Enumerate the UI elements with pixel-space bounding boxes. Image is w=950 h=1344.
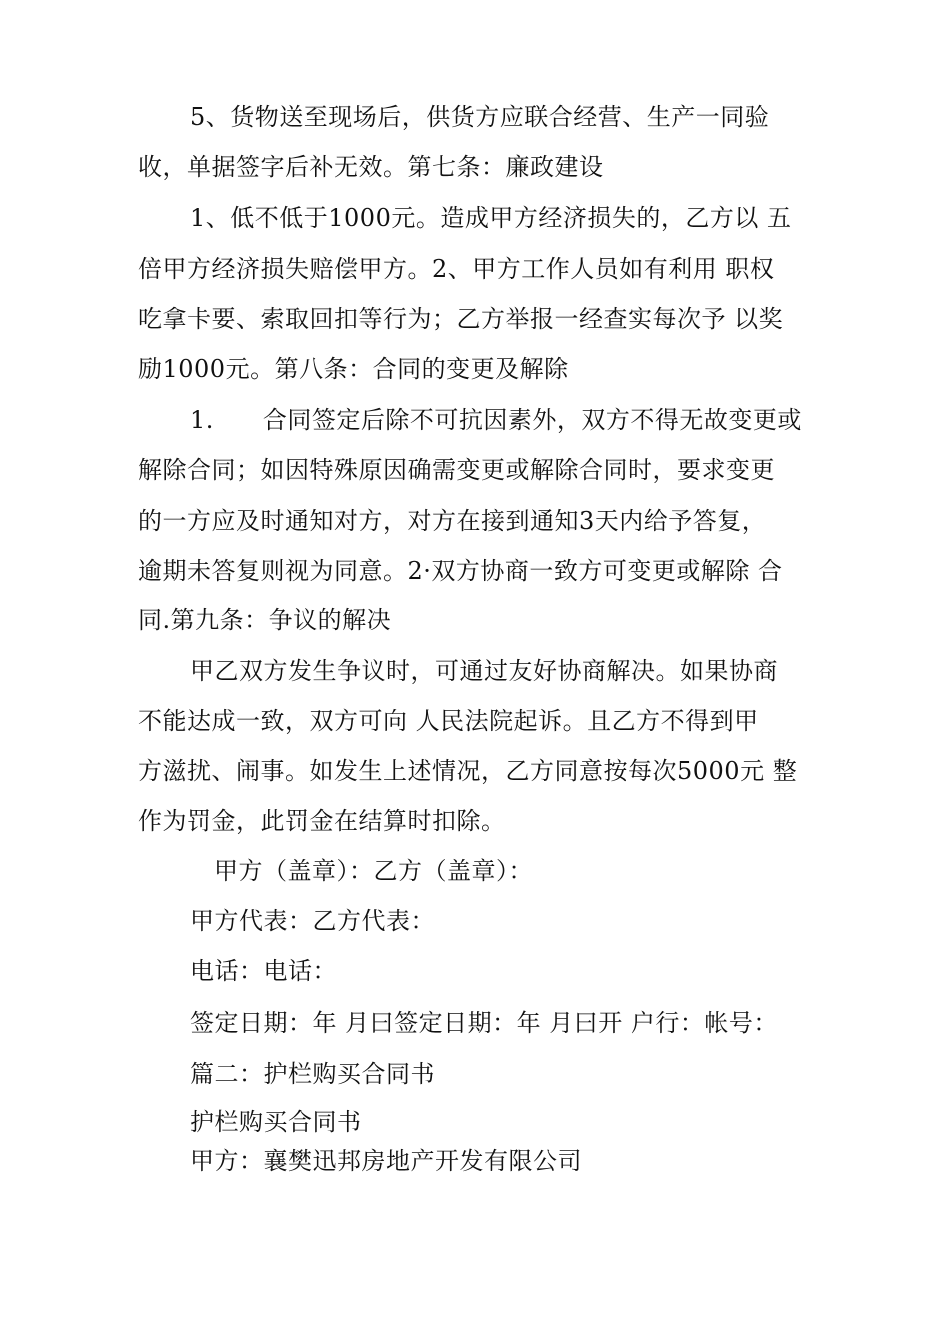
signature-representative-line: 甲方代表：乙方代表： [190, 907, 435, 935]
text-line-3: 1、低不低于1000元。造成甲方经济损失的，乙方以 五 [190, 204, 792, 232]
text-line-2: 收，单据签字后补无效。第七条：廉政建设 [138, 153, 604, 181]
contract-title: 护栏购买合同书 [190, 1108, 362, 1136]
signature-phone-line: 电话：电话： [190, 957, 337, 985]
signature-date-line: 签定日期：年 月曰签定日期：年 月曰开 户行：帐号： [190, 1009, 778, 1037]
signature-party-seal-line: 甲方（盖章）：乙方（盖章）： [214, 857, 533, 885]
section-heading-part-two: 篇二：护栏购买合同书 [190, 1060, 435, 1088]
text-line-7: 1. 合同签定后除不可抗因素外，双方不得无故变更或 [190, 406, 802, 434]
text-line-13: 不能达成一致，双方可向 人民法院起诉。且乙方不得到甲 [138, 707, 759, 735]
text-line-4: 倍甲方经济损失赔偿甲方。2、甲方工作人员如有利用 职权 [138, 255, 775, 283]
text-line-6: 励1000元。第八条：合同的变更及解除 [138, 355, 569, 383]
text-line-8: 解除合同；如因特殊原因确需变更或解除合同时，要求变更 [138, 456, 775, 484]
text-line-14: 方滋扰、闹事。如发生上述情况，乙方同意按每次5000元 整 [138, 757, 798, 785]
text-line-5: 吃拿卡要、索取回扣等行为；乙方举报一经查实每次予 以奖 [138, 305, 784, 333]
text-line-11: 同.第九条：争议的解决 [138, 606, 392, 634]
text-line-10: 逾期未答复则视为同意。2·双方协商一致方可变更或解除 合 [138, 557, 783, 585]
text-line-12: 甲乙双方发生争议时，可通过友好协商解决。如果协商 [190, 657, 778, 685]
text-line-15: 作为罚金，此罚金在结算时扣除。 [138, 807, 506, 835]
text-line-1: 5、货物送至现场后，供货方应联合经营、生产一同验 [190, 103, 770, 131]
text-line-9: 的一方应及时通知对方，对方在接到通知3天内给予答复， [138, 507, 767, 535]
party-a-line: 甲方：襄樊迅邦房地产开发有限公司 [190, 1147, 582, 1175]
